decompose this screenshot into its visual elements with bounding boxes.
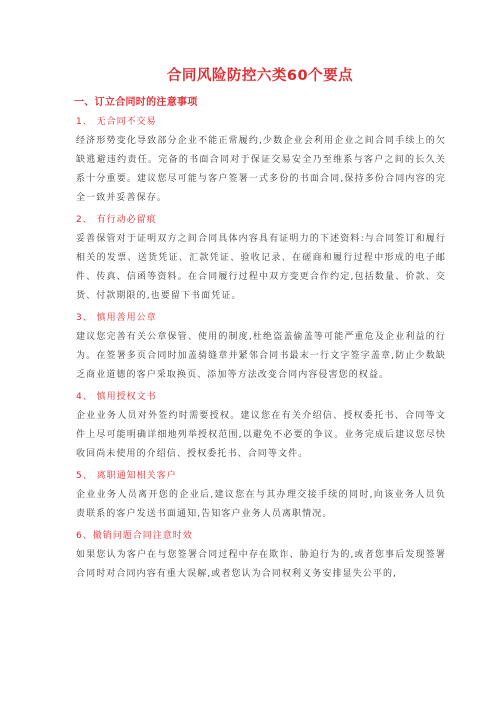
item-paragraph: 妥善保管对于证明双方之间合同具体内容具有证明力的下述资料:与合同签订和履行相关的发票、送货凭证、汇款凭证、验收记录、在磋商和履行过程中形成的电子邮件、传真、信函等资料。在合同履行过程中双方变更合作约定,包括数量、价款、交货、付款期限的,也要留下书面凭证。 (76, 234, 446, 301)
item-heading: 4、 慎用授权文书 (76, 392, 157, 402)
item-5 (76, 468, 446, 524)
item-paragraph: 如果您认为客户在与您签署合同过程中存在欺诈、胁迫行为的,或者您事后发现签署合同时对合同内容有重大误解,或者您认为合同权利义务安排显失公平的, (76, 550, 446, 579)
item-paragraph: 经济形势变化导致部分企业不能正常履约,少数企业会利用企业之间合同手续上的欠缺逃避违约责任。完备的书面合同对于保证交易安全乃至维系与客户之间的长久关系十分重要。建议您尽可能与客户签署一式多份的书面合同,保持多份合同内容的完全一致并妥善保存。 (76, 136, 446, 203)
item-6 (76, 528, 446, 584)
item-heading: 5、 离职通知相关客户 (76, 471, 177, 481)
item-heading: 1、 无合同不交易 (76, 117, 157, 127)
document-title: 合同风险防控六类60个要点 (166, 68, 354, 84)
item-2 (76, 212, 446, 306)
section-heading: 一、订立合同时的注意事项 (74, 97, 198, 108)
item-heading: 6、撤销问题合同注意时效 (76, 531, 193, 541)
item-1 (76, 114, 446, 208)
item-heading: 3、 慎用善用公章 (76, 313, 157, 323)
item-paragraph: 企业业务人员离开您的企业后,建议您在与其办理交接手续的同时,向该业务人员负责联系的客户发送书面通知,告知客户业务人员离职情况。 (76, 490, 446, 519)
item-paragraph: 建议您完善有关公章保管、使用的制度,杜绝盗盖偷盖等可能严重危及企业利益的行为。在签署多页合同时加盖骑缝章并紧邻合同书最末一行文字签字盖章,防止少数缺乏商业道德的客户采取换页、添加等方法改变合同内容侵害您的权益。 (76, 332, 446, 380)
item-paragraph: 企业业务人员对外签约时需要授权。建议您在有关介绍信、授权委托书、合同等文件上尽可能明确详细地列举授权范围,以避免不必要的争议。业务完成后建议您尽快收回尚未使用的介绍信、授权委托书、合同等文件。 (76, 411, 446, 459)
item-4 (76, 389, 446, 464)
item-heading: 2、 有行动必留痕 (76, 215, 157, 225)
item-3 (76, 310, 446, 385)
